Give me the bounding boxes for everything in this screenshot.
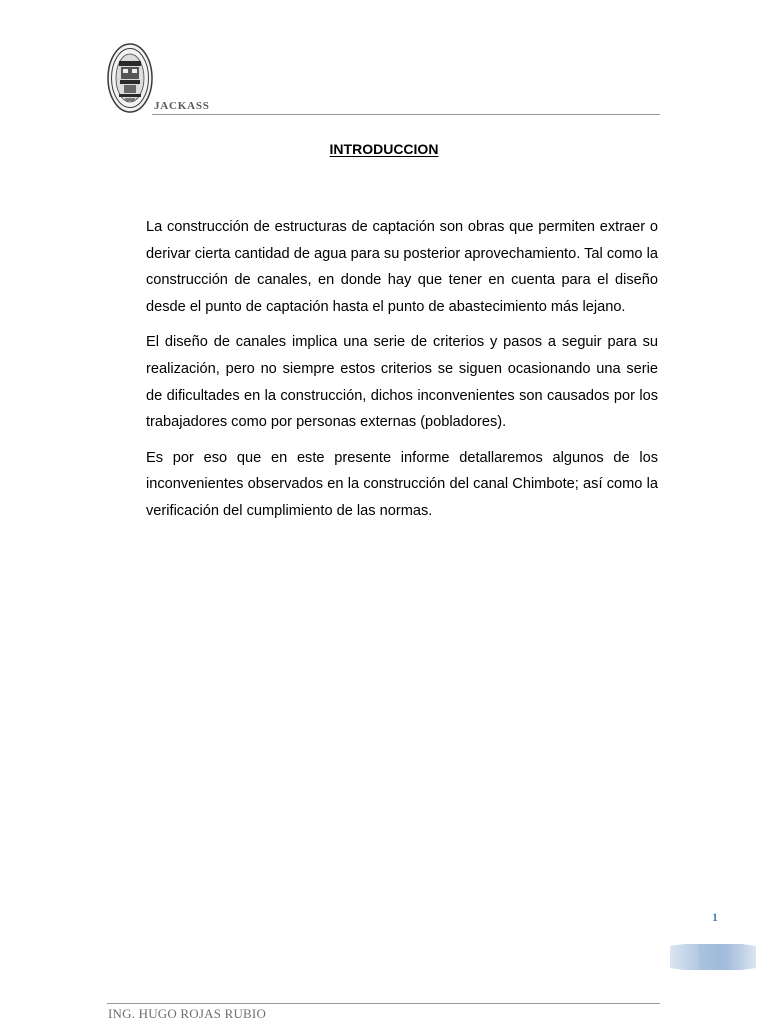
header-label: JACKASS — [154, 100, 210, 112]
document-body — [146, 214, 658, 534]
paragraph: Es por eso que en este presente informe detallaremos algunos de los inconvenientes observados en la construcción del canal Chimbote; así como la verificación del cumplimiento de las normas. — [146, 449, 658, 519]
paragraph: La construcción de estructuras de captación son obras que permiten extraer o derivar cierta cantidad de agua para su posterior aprovechamiento. Tal como la construcción de canales, en donde hay que tener en cuenta para el diseño desde el punto de captación hasta el punto de abastecimiento más lejano. — [146, 219, 658, 315]
page-tab-decoration — [670, 944, 756, 970]
footer-divider — [107, 1003, 660, 1004]
paragraph: El diseño de canales implica una serie de criterios y pasos a seguir para su realización, pero no siempre estos criterios se siguen ocasionando una serie de dificultades en la construcción, dichos inconvenientes son causados por los trabajadores como por personas externas (pobladores). — [146, 334, 658, 431]
page-number: 1 — [712, 910, 718, 924]
page-title — [0, 141, 768, 157]
university-seal-icon — [107, 43, 153, 113]
footer-author: ING. HUGO ROJAS RUBIO — [108, 1006, 267, 1021]
header-divider — [152, 114, 660, 115]
page-title-text: INTRODUCCION — [329, 141, 439, 157]
